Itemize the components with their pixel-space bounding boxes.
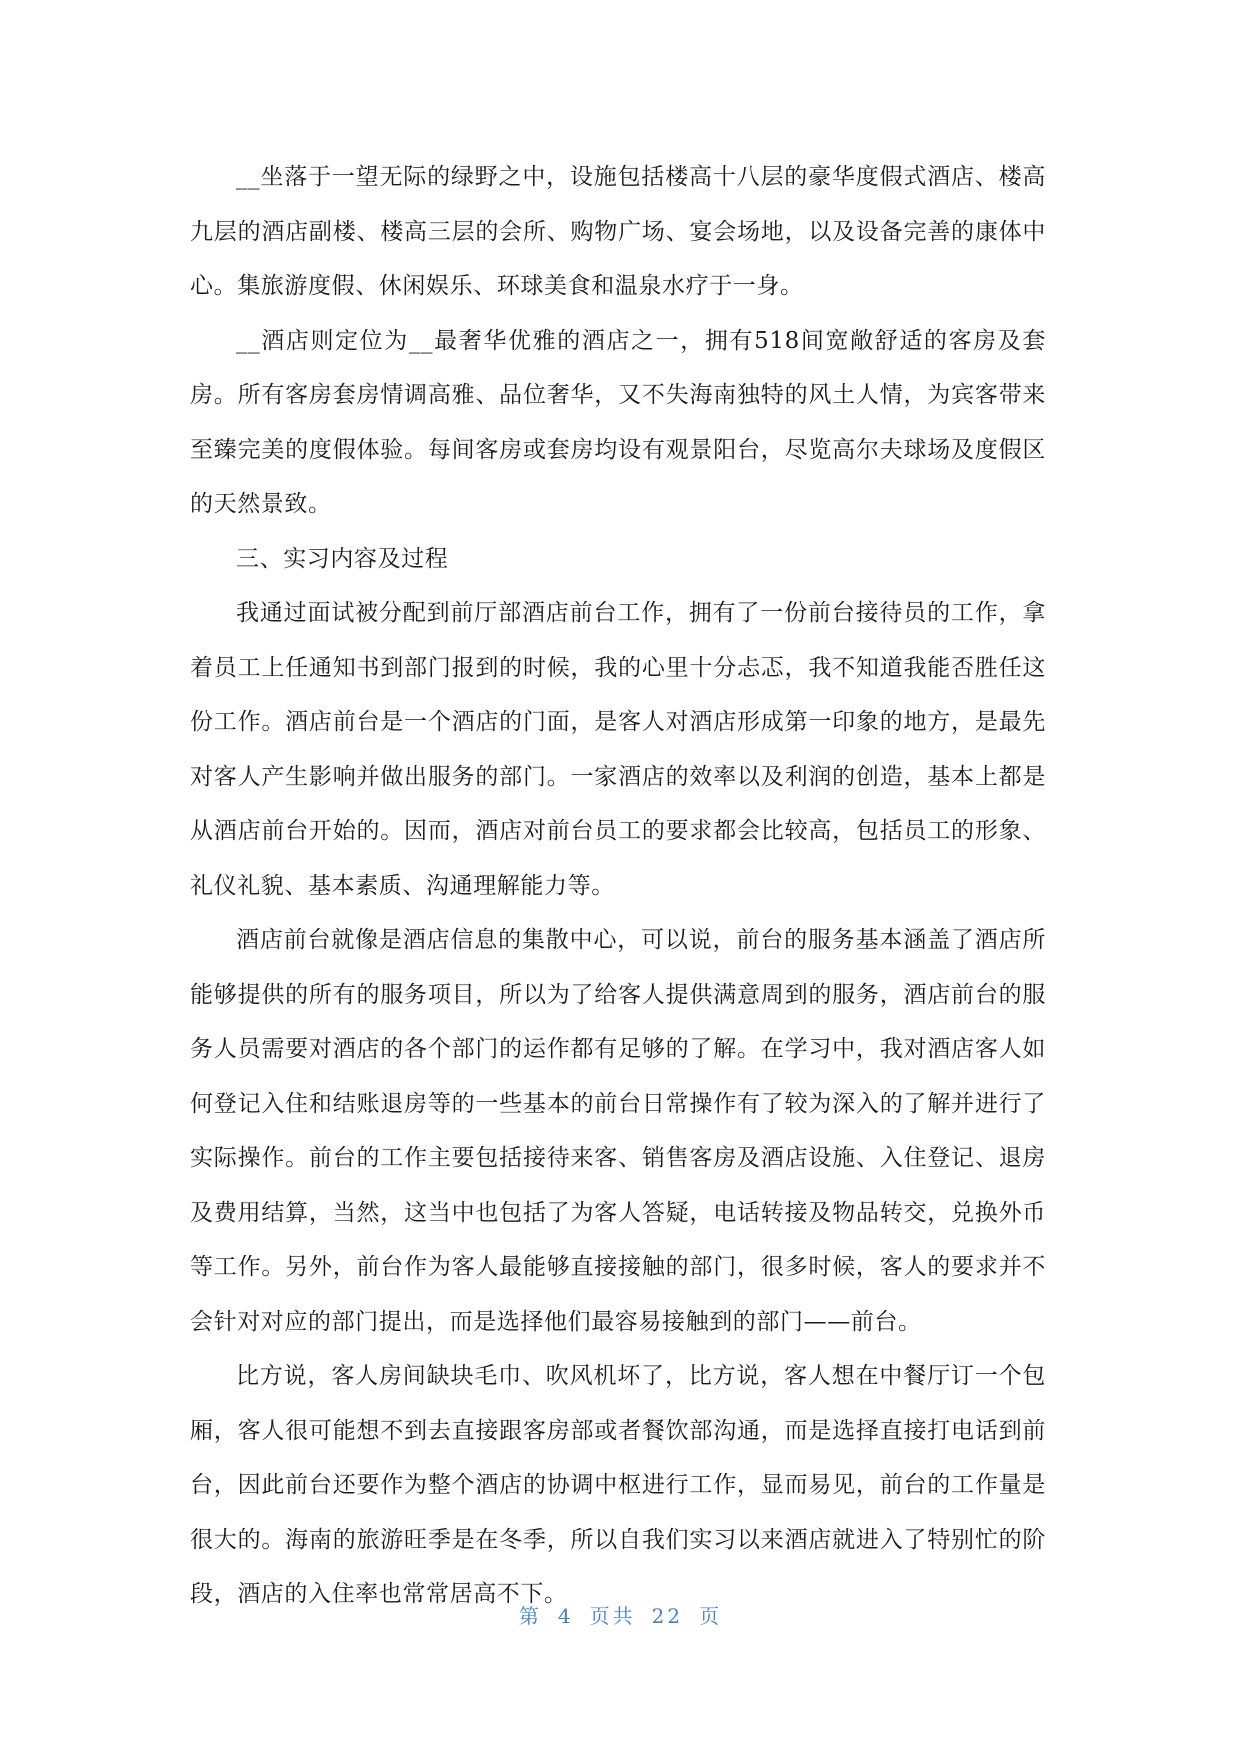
paragraph-front-desk-role: 酒店前台就像是酒店信息的集散中心，可以说，前台的服务基本涵盖了酒店所能够提供的所有的服务项目，所以为了给客人提供满意周到的服务，酒店前台的服务人员需要对酒店的各个部门的运作都有足够的了解。在学习中，我对酒店客人如何登记入住和结账退房等的一些基本的前台日常操作有了较为深入的了解并进行了实际操作。前台的工作主要包括接待来客、销售客房及酒店设施、入住登记、退房及费用结算，当然，这当中也包括了为客人答疑，电话转接及物品转交，兑换外币等工作。另外，前台作为客人最能够直接接触的部门，很多时候，客人的要求并不会针对对应的部门提出，而是选择他们最容易接触到的部门——前台。 xyxy=(190,927,1046,1335)
footer-middle: 页共 xyxy=(589,1604,636,1628)
document-body xyxy=(190,150,1046,1622)
paragraph-resort-intro: __坐落于一望无际的绿野之中，设施包括楼高十八层的豪华度假式酒店、楼高九层的酒店副楼、楼高三层的会所、购物广场、宴会场地，以及设备完善的康体中心。集旅游度假、休闲娱乐、环球美食和温泉水疗于一身。 xyxy=(190,164,1046,299)
footer-suffix: 页 xyxy=(699,1604,723,1628)
footer-prefix: 第 xyxy=(518,1604,542,1628)
section-heading-internship-content: 三、实习内容及过程 xyxy=(236,545,449,572)
footer-total-pages: 22 xyxy=(651,1604,684,1628)
paragraph-examples: 比方说，客人房间缺块毛巾、吹风机坏了，比方说，客人想在中餐厅订一个包厢，客人很可能想不到去直接跟客房部或者餐饮部沟通，而是选择直接打电话到前台，因此前台还要作为整个酒店的协调中枢进行工作，显而易见，前台的工作量是很大的。海南的旅游旺季是在冬季，所以自我们实习以来酒店就进入了特别忙的阶段，酒店的入住率也常常居高不下。 xyxy=(190,1363,1046,1607)
paragraph-front-desk-assignment: 我通过面试被分配到前厅部酒店前台工作，拥有了一份前台接待员的工作，拿着员工上任通知书到部门报到的时候，我的心里十分忐忑，我不知道我能否胜任这份工作。酒店前台是一个酒店的门面，是客人对酒店形成第一印象的地方，是最先对客人产生影响并做出服务的部门。一家酒店的效率以及利润的创造，基本上都是从酒店前台开始的。因而，酒店对前台员工的要求都会比较高，包括员工的形象、礼仪礼貌、基本素质、沟通理解能力等。 xyxy=(190,600,1046,899)
page-footer xyxy=(0,1600,1241,1629)
footer-current-page: 4 xyxy=(557,1604,574,1628)
paragraph-hotel-positioning: __酒店则定位为__最奢华优雅的酒店之一，拥有518间宽敞舒适的客房及套房。所有客房套房情调高雅、品位奢华，又不失海南独特的风土人情，为宾客带来至臻完美的度假体验。每间客房或套房均设有观景阳台，尽览高尔夫球场及度假区的天然景致。 xyxy=(190,327,1046,517)
